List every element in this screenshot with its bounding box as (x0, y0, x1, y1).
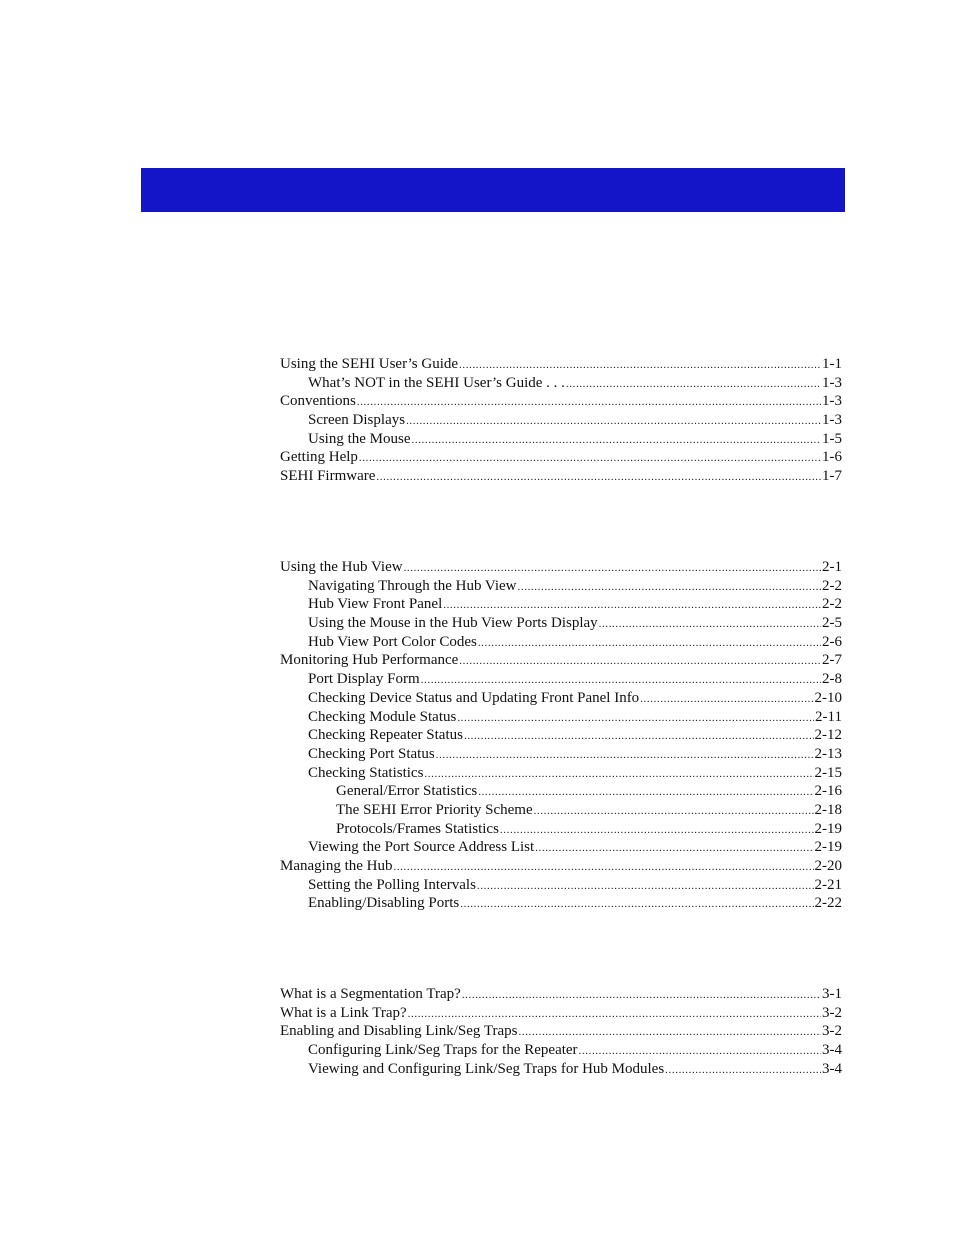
toc-dot-leader (566, 375, 821, 394)
toc-dot-leader (412, 431, 822, 450)
toc-entry-page: 3-4 (822, 1060, 842, 1077)
toc-dot-leader (477, 877, 814, 896)
toc-entry[interactable] (280, 651, 842, 670)
toc-entry[interactable] (280, 614, 842, 633)
toc-dot-leader (534, 802, 814, 821)
toc-entry-page: 3-2 (822, 1023, 842, 1040)
toc-entry-page: 1-1 (822, 356, 842, 372)
toc-entry-page: 2-12 (814, 727, 842, 744)
toc-entry[interactable] (280, 448, 842, 467)
toc-dot-leader (376, 468, 821, 487)
toc-dot-leader (599, 615, 821, 634)
toc-entry[interactable] (280, 985, 842, 1004)
toc-entry-title: Hub View Front Panel (308, 596, 443, 613)
toc-dot-leader (665, 1061, 821, 1080)
toc-entry-title: Configuring Link/Seg Traps for the Repeater (308, 1042, 578, 1059)
toc-dot-leader (500, 821, 814, 840)
toc-entry-title: SEHI Firmware (280, 468, 376, 485)
toc-entry-title: Port Display Form (308, 671, 420, 688)
toc-dot-leader (519, 1023, 822, 1042)
toc-entry-page: 2-19 (814, 820, 842, 837)
toc-entry[interactable] (280, 392, 842, 411)
toc-entry-page: 3-2 (822, 1004, 842, 1021)
toc-entry-title: What’s NOT in the SEHI User’s Guide . . . (308, 374, 565, 391)
toc-dot-leader (640, 690, 813, 709)
toc-entry[interactable] (280, 1041, 842, 1060)
toc-section-1 (280, 355, 842, 486)
toc-dot-leader (436, 746, 814, 765)
toc-entry[interactable] (280, 595, 842, 614)
toc-entry-title: Managing the Hub (280, 858, 393, 874)
toc-entry-page: 2-18 (814, 801, 842, 818)
toc-dot-leader (457, 709, 814, 728)
toc-dot-leader (393, 858, 813, 877)
toc-entry-title: Checking Port Status (308, 745, 435, 762)
toc-entry-title: Navigating Through the Hub View (308, 577, 517, 594)
toc-entry[interactable] (280, 430, 842, 449)
toc-entry-title: The SEHI Error Priority Scheme (336, 801, 533, 818)
toc-entry-title: Hub View Port Color Codes (308, 633, 477, 650)
toc-entry-title: What is a Segmentation Trap? (280, 986, 461, 1002)
toc-entry-page: 2-20 (814, 858, 842, 874)
toc-entry[interactable] (280, 1060, 842, 1079)
toc-entry-page: 2-16 (814, 783, 842, 800)
toc-entry-title: Conventions (280, 393, 356, 410)
toc-entry[interactable] (280, 820, 842, 839)
toc-entry-page: 2-5 (822, 615, 842, 632)
toc-entry[interactable] (280, 670, 842, 689)
toc-entry-page: 1-6 (822, 449, 842, 466)
toc-entry[interactable] (280, 745, 842, 764)
toc-dot-leader (464, 727, 814, 746)
toc-entry[interactable] (280, 838, 842, 857)
toc-entry-title: General/Error Statistics (336, 783, 478, 800)
toc-entry-title: Screen Displays (308, 412, 406, 429)
toc-entry-page: 2-15 (814, 764, 842, 781)
toc-entry[interactable] (280, 876, 842, 895)
toc-dot-leader (579, 1042, 821, 1061)
toc-entry[interactable] (280, 1022, 842, 1041)
toc-entry[interactable] (280, 801, 842, 820)
toc-entry-page: 2-7 (822, 652, 842, 669)
toc-entry-title: Checking Repeater Status (308, 727, 463, 744)
toc-dot-leader (421, 671, 821, 690)
toc-dot-leader (460, 895, 813, 914)
toc-entry-page: 2-1 (822, 559, 842, 575)
toc-entry-page: 1-5 (822, 430, 842, 447)
toc-entry[interactable] (280, 708, 842, 727)
toc-entry-page: 1-7 (822, 468, 842, 485)
toc-entry[interactable] (280, 467, 842, 486)
toc-dot-leader (443, 596, 821, 615)
toc-entry-title: Using the Mouse (308, 430, 411, 447)
toc-dot-leader (518, 578, 821, 597)
toc-entry[interactable] (280, 689, 842, 708)
toc-entry-page: 3-4 (822, 1042, 842, 1059)
toc-dot-leader (478, 634, 821, 653)
toc-entry[interactable] (280, 726, 842, 745)
toc-entry-page: 2-2 (822, 596, 842, 613)
toc-entry[interactable] (280, 764, 842, 783)
toc-dot-leader (406, 412, 821, 431)
toc-entry[interactable] (280, 894, 842, 913)
toc-entry[interactable] (280, 374, 842, 393)
toc-section-3 (280, 985, 842, 1078)
toc-entry[interactable] (280, 857, 842, 876)
toc-dot-leader (462, 986, 821, 1005)
toc-entry-page: 2-11 (815, 708, 842, 725)
toc-entry-title: Enabling/Disabling Ports (308, 895, 460, 912)
toc-entry-title: Checking Module Status (308, 708, 457, 725)
toc-entry-title: Using the Mouse in the Hub View Ports Display (308, 615, 598, 632)
toc-entry-title: Viewing the Port Source Address List (308, 839, 535, 856)
toc-entry-page: 2-21 (814, 876, 842, 893)
toc-dot-leader (459, 652, 821, 671)
chapter-banner (141, 168, 845, 212)
toc-entry[interactable] (280, 411, 842, 430)
toc-dot-leader (404, 559, 821, 578)
toc-entry-page: 1-3 (822, 393, 842, 410)
toc-dot-leader (478, 783, 813, 802)
toc-dot-leader (408, 1005, 821, 1024)
toc-entry-page: 1-3 (822, 412, 842, 429)
toc-entry-title: What is a Link Trap? (280, 1004, 407, 1021)
toc-entry-title: Getting Help (280, 449, 358, 466)
toc-entry-title: Checking Device Status and Updating Front Panel Info (308, 689, 640, 706)
toc-dot-leader (359, 449, 821, 468)
toc-entry-title: Enabling and Disabling Link/Seg Traps (280, 1023, 518, 1040)
toc-entry[interactable] (280, 1004, 842, 1023)
toc-entry-page: 2-10 (814, 689, 842, 706)
toc-entry-page: 1-3 (822, 374, 842, 391)
toc-dot-leader (535, 839, 813, 858)
toc-dot-leader (424, 765, 813, 784)
toc-entry-title: Monitoring Hub Performance (280, 652, 459, 669)
toc-dot-leader (459, 356, 821, 375)
toc-entry[interactable] (280, 355, 842, 374)
toc-entry-page: 2-22 (814, 895, 842, 912)
toc-entry-page: 2-8 (822, 671, 842, 688)
toc-entry-page: 3-1 (822, 986, 842, 1002)
toc-entry-page: 2-2 (822, 577, 842, 594)
toc-entry[interactable] (280, 633, 842, 652)
toc-dot-leader (357, 393, 821, 412)
toc-entry-page: 2-6 (822, 633, 842, 650)
toc-entry-title: Setting the Polling Intervals (308, 876, 476, 893)
toc-entry-title: Checking Statistics (308, 764, 424, 781)
toc-entry-page: 2-13 (814, 745, 842, 762)
toc-entry-title: Protocols/Frames Statistics (336, 820, 499, 837)
toc-section-2 (280, 558, 842, 913)
toc-entry-page: 2-19 (814, 839, 842, 856)
toc-entry[interactable] (280, 577, 842, 596)
toc-entry-title: Using the SEHI User’s Guide (280, 356, 459, 372)
toc-entry-title: Viewing and Configuring Link/Seg Traps for Hub Modules (308, 1060, 665, 1077)
toc-entry-title: Using the Hub View (280, 559, 403, 575)
toc-entry[interactable] (280, 558, 842, 577)
toc-entry[interactable] (280, 782, 842, 801)
